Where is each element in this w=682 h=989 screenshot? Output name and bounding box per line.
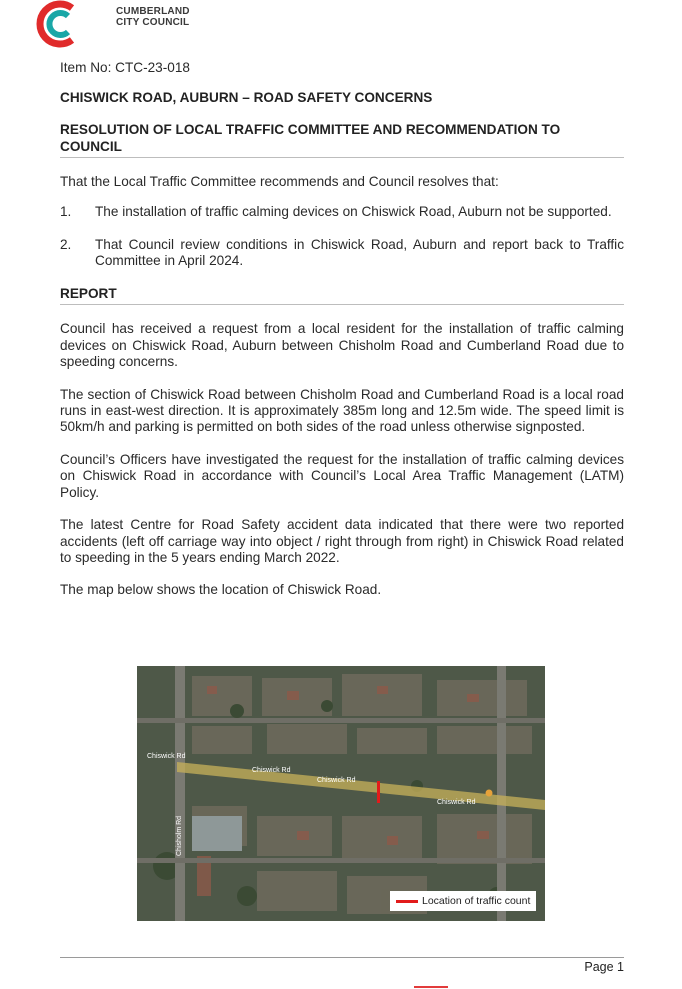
- logo-line-1: CUMBERLAND: [116, 6, 190, 17]
- legend-swatch: [396, 900, 418, 903]
- logo-text: [116, 6, 190, 28]
- chisholm-road: [175, 666, 185, 921]
- recommendation-number: 2.: [60, 236, 72, 252]
- footer-accent: [414, 986, 448, 988]
- street-label: Chiswick Rd: [317, 777, 356, 784]
- aerial-map-image: [137, 666, 545, 921]
- report-paragraph: Council’s Officers have investigated the request for the installation of traffic calming devices on Chiswick Road in accordance with Council’s Local Area Traffic Management (LATM) Policy.: [60, 451, 624, 500]
- report-paragraph: The latest Centre for Road Safety accident data indicated that there were two reported accidents (left off carriage way into object / right through from right) in Chiswick Road related to speeding in the 5 years ending March 2022.: [60, 517, 624, 565]
- resolution-heading: RESOLUTION OF LOCAL TRAFFIC COMMITTEE AND RECOMMENDATION TO COUNCIL: [60, 121, 624, 158]
- recommendation-text: That Council review conditions in Chiswick Road, Auburn and report back to Traffic Committee in April 2024.: [95, 236, 624, 269]
- map-legend: [390, 891, 536, 911]
- map-pin-icon: [486, 790, 493, 797]
- council-logo-icon: [32, 0, 82, 48]
- traffic-count-marker: [377, 781, 380, 803]
- report-heading: REPORT: [60, 285, 624, 305]
- report-paragraph: The section of Chiswick Road between Chisholm Road and Cumberland Road is a local road runs in east-west direction. It is approximately 385m long and 12.5m wide. The speed limit is 50km/h and parking is permitted on both sides of the road unless otherwise signposted.: [60, 386, 624, 435]
- document-body: [60, 60, 624, 599]
- recommendation-number: 1.: [60, 204, 72, 220]
- aerial-map: [137, 666, 545, 921]
- council-logo: [32, 0, 190, 48]
- page-number: Page 1: [584, 960, 624, 974]
- resolution-intro: That the Local Traffic Committee recommends and Council resolves that:: [60, 173, 499, 189]
- logo-line-2: CITY COUNCIL: [116, 17, 190, 28]
- street-label: Chiswick Rd: [252, 767, 291, 774]
- footer-divider: [60, 957, 624, 958]
- legend-label: Location of traffic count: [422, 895, 531, 907]
- recommendation-item: [60, 237, 624, 270]
- document-title: CHISWICK ROAD, AUBURN – ROAD SAFETY CONCERNS: [60, 90, 433, 106]
- recommendation-text: The installation of traffic calming devices on Chiswick Road, Auburn not be supported.: [95, 204, 612, 220]
- item-number: Item No: CTC-23-018: [60, 60, 190, 75]
- recommendation-item: [60, 204, 624, 220]
- map-caption: The map below shows the location of Chiswick Road.: [60, 582, 382, 598]
- recommendation-list: [60, 204, 624, 269]
- report-paragraph: Council has received a request from a local resident for the installation of traffic calming devices on Chiswick Road, Auburn between Chisholm Road and Cumberland Road due to speeding concerns.: [60, 321, 624, 370]
- street-label: Chiswick Rd: [437, 799, 476, 806]
- street-label: Chisholm Rd: [176, 815, 183, 856]
- street-label: Chiswick Rd: [147, 753, 186, 760]
